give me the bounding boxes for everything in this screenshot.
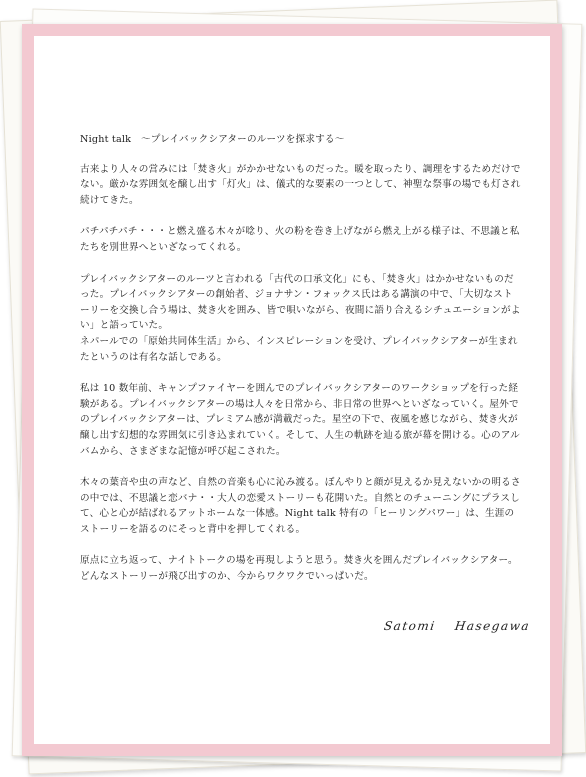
paragraph-6 [80, 553, 522, 584]
letter-body [80, 132, 522, 601]
letter-title: Night talk ～プレイバックシアターのルーツを探求する～ [80, 134, 345, 145]
paragraph-1 [80, 162, 522, 209]
paragraph-4 [80, 381, 522, 459]
paragraph-2 [80, 224, 522, 255]
paragraph-text: ネパールでの「原始共同体生活」から、インスピレーションを受け、プレイバックシアターが生まれたというのは有名な話しである。 [80, 335, 518, 363]
paragraph-text: 古来より人々の営みには「焚き火」がかかせないものだった。暖を取ったり、調理をするためだけでない。厳かな雰囲気を醸し出す「灯火」は、儀式的な要素の一つとして、神聖な祭事の場でも灯され続けてきた。 [80, 163, 521, 206]
paragraph-text: プレイバックシアターのルーツと言われる「古代の口承文化」にも、「焚き火」はかかせないものだった。プレイバックシアターの創始者、ジョナサン・フォックス氏はある講演の中で、「大切なストーリーを交換し合う場は、焚き火を囲み、皆で唄いながら、夜間に語り合えるシチュエーションがよい」と語っていた。 [80, 273, 521, 332]
paragraph-text: パチパチパチ・・・と燃え盛る木々が唸り、火の粉を巻き上げながら燃え上がる様子は、不思議と私たちを別世界へといざなってくれる。 [80, 226, 520, 253]
paragraph-text: 原点に立ち返って、ナイトトークの場を再現しようと思う。焚き火を囲んだプレイバックシアター。どんなストーリーが飛び出すのか、今からワクワクでいっぱいだ。 [80, 555, 518, 583]
paragraph-3 [80, 272, 522, 366]
paragraph-text: 木々の葉音や虫の声など、自然の音楽も心に沁み渡る。ぼんやりと顔が見えるか見えないかの明るさの中では、不思議と恋バナ・・大人の恋愛ストーリーも花開いた。自然とのチューニングにプラスして、心と心が結ばれるアットホームな一体感。Night talk 特有の「ヒーリングパワー」は、生涯のストーリーを語るのにそっと背中を押してくれる。 [80, 477, 521, 535]
paragraph-text: 私は 10 数年前、キャンプファイヤーを囲んでのプレイバックシアターのワークショップを行った経験がある。プレイバックシアターの場は人々を日常から、非日常の世界へといざなっていく。屋外でのプレイバックシアターは、プレミアム感が満載だった。星空の下で、夜風を感じながら、焚き火が醸し出す幻想的な雰囲気に引き込まれていく。そして、人生の軌跡を辿る旅が幕を開ける。心のアルバムから、さまざまな記憶が呼び起こされた。 [80, 383, 520, 457]
paragraph-5 [80, 475, 522, 537]
letter-sheet [34, 36, 550, 744]
pink-frame [22, 24, 562, 756]
signature: Satomi Hasegawa [383, 619, 532, 633]
